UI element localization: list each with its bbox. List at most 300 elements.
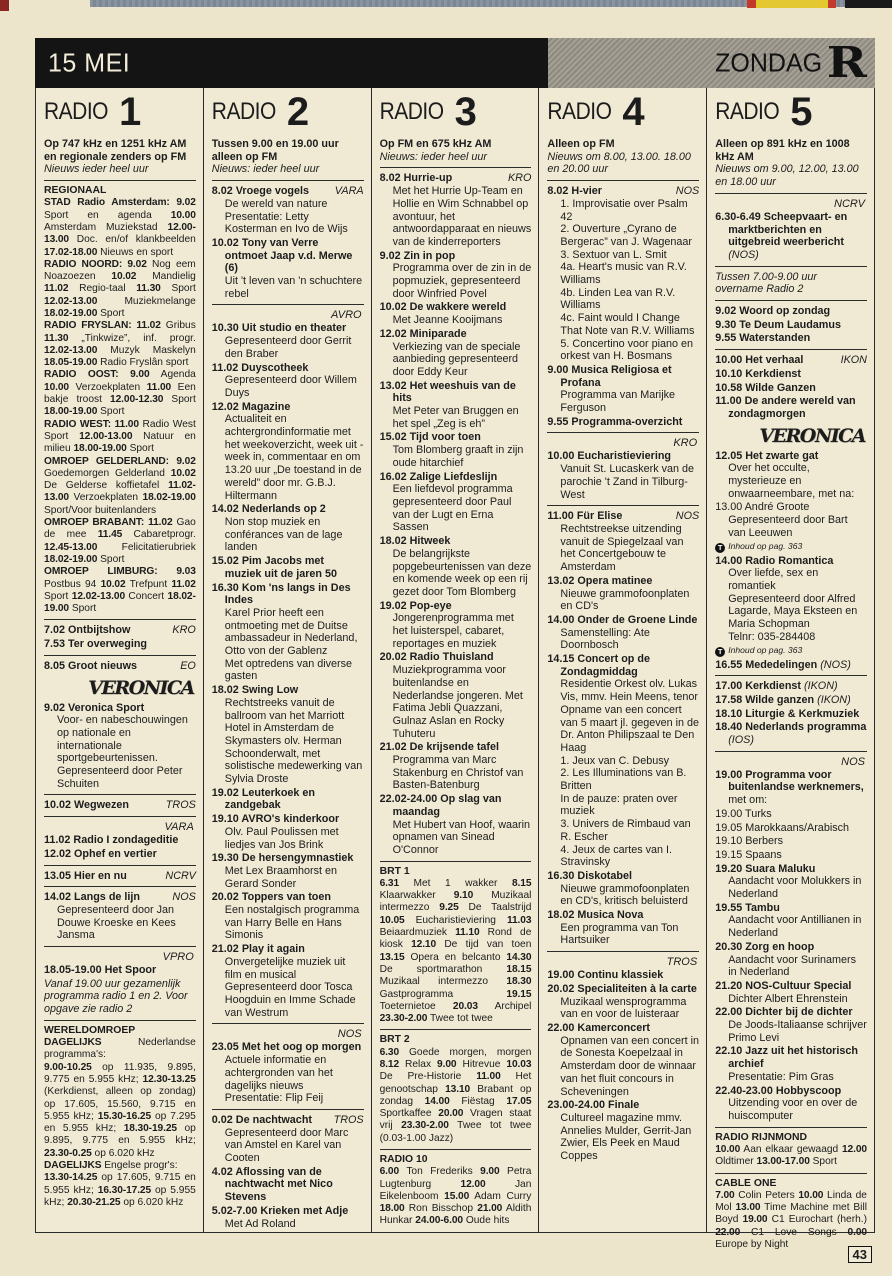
listing-time: 8.15 xyxy=(511,877,532,889)
program-entry xyxy=(212,503,364,554)
program-description: Gepresenteerd door Willem Duys xyxy=(224,374,357,399)
teletext-icon: T xyxy=(715,647,725,657)
listing-time: 18.30-19.25 xyxy=(123,1123,177,1135)
listing-time: 22.00 xyxy=(715,1226,741,1238)
dense-listing xyxy=(44,1172,196,1209)
listing-time: RADIO OOST: 9.00 xyxy=(44,369,150,381)
listing-text: De Pre-Historie xyxy=(379,1071,477,1083)
listing-text: Jan Eikelenboom xyxy=(379,1178,532,1202)
program-title: 19.00 Turks xyxy=(715,807,772,820)
program-title: 19.20 Suara Maluku xyxy=(715,862,816,875)
program-entry xyxy=(380,380,532,431)
program-title: 16.30 Kom 'ns langs in Des Indes xyxy=(211,581,351,607)
program-description: 4. Jeux de cartes van I. Stravinsky xyxy=(560,843,673,869)
teletext-icon: T xyxy=(715,543,725,553)
listing-text: Hitrevue xyxy=(456,1058,507,1070)
program-description: Actualiteit en achtergrondinformatie met het weekoverzicht, week uit - week in, commentaar en om 13.20 uur „De toestand in de wereld” door mr. G.B.J. Hiltermann xyxy=(224,413,364,502)
listing-text: Sport xyxy=(97,553,125,565)
listing-text: Beiaardmuziek xyxy=(379,927,456,939)
date-banner xyxy=(35,38,548,88)
listing-time: 15.00 xyxy=(444,1190,470,1202)
program-description: Gepresenteerd door Jan Douwe Kroeske en Kees Jansma xyxy=(57,903,176,942)
program-description: Met Peter van Bruggen en het spel „Zeg is eh” xyxy=(392,405,519,430)
program-description: 4a. Heart's music van R.V. Williams xyxy=(560,261,687,287)
divider xyxy=(380,1149,532,1150)
program-title: 15.02 Tijd voor toen xyxy=(379,431,481,444)
listing-text: Sport xyxy=(69,603,97,615)
network-label: KRO xyxy=(172,624,196,637)
program-title: 9.55 Waterstanden xyxy=(715,332,811,345)
program-description: Residentie Orkest olv. Lukas Vis, mmv. Hein Meens, tenor xyxy=(560,678,698,704)
listing-time: 9.00 xyxy=(480,1166,500,1178)
listing-time: 18.02-19.00 xyxy=(44,553,98,565)
listing-text: Adam Curry xyxy=(469,1190,532,1202)
network-label: NCRV xyxy=(165,869,196,882)
dense-listing xyxy=(44,517,196,566)
listing-time: 20.30-21.25 xyxy=(67,1196,121,1208)
program-entry xyxy=(715,941,867,979)
divider xyxy=(380,167,532,168)
divider xyxy=(44,180,196,181)
program-description: Gepresenteerd door Bart van Leeuwen xyxy=(728,514,848,539)
station-name: RADIO xyxy=(547,98,612,125)
program-entry xyxy=(547,416,699,429)
program-entry xyxy=(212,1041,364,1105)
listing-time: 13.10 xyxy=(445,1083,471,1095)
program-entry xyxy=(715,305,867,318)
dense-listing xyxy=(380,1166,532,1227)
listing-text: Postbus 94 xyxy=(44,578,101,590)
listing-time: 12.00-13.00 xyxy=(44,221,196,246)
listing-time: DAGELIJKS xyxy=(44,1037,102,1049)
network-label: EO xyxy=(180,659,196,672)
listing-time: 11.30 xyxy=(44,332,69,344)
program-title: 13.05 Hier en nu xyxy=(44,869,127,882)
station-header xyxy=(44,90,196,134)
program-description: met om: xyxy=(728,794,768,807)
page-header xyxy=(35,38,875,88)
program-entry xyxy=(547,653,699,869)
program-title: 14.00 Radio Romantica xyxy=(715,554,834,567)
listing-text: Nieuws en sport xyxy=(97,246,174,258)
program-title: 10.30 Uit studio en theater xyxy=(211,322,347,335)
listing-text: op 7.295 en 5.955 kHz; xyxy=(44,1110,196,1135)
program-entry xyxy=(715,708,867,721)
dense-listing xyxy=(44,369,196,418)
program-entry xyxy=(547,1099,699,1163)
station-number: 2 xyxy=(286,90,308,134)
program-description: Non stop muziek en conférances van de lage landen xyxy=(224,515,343,554)
program-title: 17.00 Kerkdienst xyxy=(715,680,802,693)
program-description: Een programma van Ton Hartsuiker xyxy=(560,921,679,947)
program-entry xyxy=(715,721,867,746)
program-title: 14.15 Concert op de Zondagmiddag xyxy=(547,653,650,678)
program-description: Programma van Marc Stakenburg en Christof van Basten-Batenburg xyxy=(392,754,524,792)
program-description: Cultureel magazine mmv. Annelies Mulder, Gerrit-Jan Zwier, Els Peek en Maud Coppes xyxy=(560,1111,692,1163)
divider xyxy=(44,946,196,947)
listing-time: 23.30-2.00 xyxy=(401,1120,449,1132)
day-banner xyxy=(548,38,875,88)
program-entry xyxy=(715,354,867,367)
listing-text: Twee tot twee (0.03-1.00 Jazz) xyxy=(379,1120,532,1144)
program-description: Met optredens van diverse gasten xyxy=(224,657,353,683)
program-title: 22.02-24.00 Op slag van maandag xyxy=(379,793,502,818)
program-title: 5.02-7.00 Krieken met Adje xyxy=(211,1204,349,1217)
listing-time: 9.00 xyxy=(437,1058,457,1070)
program-title: 19.02 Pop-eye xyxy=(379,599,452,612)
program-entry xyxy=(44,638,196,651)
listing-time: 11.02 xyxy=(44,283,69,295)
divider xyxy=(547,951,699,952)
listing-time: 13.15 xyxy=(379,951,405,963)
program-description: 4c. Faint would I Change That Note van R.V. Williams xyxy=(560,312,695,337)
listing-time: 12.00-13.00 xyxy=(79,430,133,442)
listing-text: Sport/Voor buitenlanders xyxy=(44,504,157,516)
program-description: Karel Prior heeft een ontmoeting met de Duitse ambassadeur in Nederland, Otto von der Gablenz xyxy=(224,606,358,658)
program-entry xyxy=(212,684,364,786)
program-title: 10.10 Kerkdienst xyxy=(715,367,802,380)
print-mark-black xyxy=(845,0,892,8)
program-description: Presentatie: Flip Feij xyxy=(224,1092,324,1105)
listing-text: Het genootschap xyxy=(379,1071,532,1095)
listing-time: 12.00 xyxy=(460,1178,486,1190)
program-entry xyxy=(44,848,196,861)
program-suffix: (IKON) xyxy=(804,680,838,693)
veronica-logo: VERONICA xyxy=(88,676,194,699)
listing-text: Verzoekplaten xyxy=(69,381,147,393)
listing-time: RADIO FRYSLAN: 11.02 xyxy=(44,320,161,332)
station-header xyxy=(715,90,867,134)
listing-heading: BRT 1 xyxy=(379,865,410,877)
program-entry xyxy=(380,301,532,326)
frequency-info: Tussen 9.00 en 19.00 uur alleen op FM xyxy=(211,138,339,163)
program-description: Over het occulte, mysterieuze en onwaarneembare, met na: xyxy=(728,462,855,500)
program-title: 10.02 Tony van Verre ontmoet Jaap v.d. Merwe (6) xyxy=(211,236,353,275)
program-description: Nieuwe grammofoonplaten en CD's, kritisch beluisterd xyxy=(560,882,690,908)
program-description: Telnr: 035-284408 xyxy=(728,630,816,643)
program-title: 18.02 Musica Nova xyxy=(547,909,644,922)
program-title: 19.00 Programma voor buitenlandse werknemers, xyxy=(715,768,864,794)
program-description: Rechtstreekse uitzending vanuit de Spiegelzaal van het Concertgebouw te Amsterdam xyxy=(560,522,684,574)
program-title: 14.02 Nederlands op 2 xyxy=(211,503,326,516)
listing-text: op 9.895, 9.775 en 5.955 kHz; xyxy=(44,1123,196,1147)
listing-text: Muzikaal intermezzo xyxy=(379,890,532,914)
program-title: 10.58 Wilde Ganzen xyxy=(715,381,816,394)
program-title: 18.10 Liturgie & Kerkmuziek xyxy=(715,707,860,720)
program-title: 18.40 Nederlands programma xyxy=(715,721,867,734)
program-description: Met Ad Roland xyxy=(224,1217,296,1230)
listing-text: Sport xyxy=(97,406,125,418)
listing-text: Muzikaal intermezzo xyxy=(379,976,507,988)
listing-heading: REGIONAAL xyxy=(44,185,107,197)
network-label: TROS xyxy=(666,956,698,969)
dense-listing xyxy=(715,1190,867,1251)
network-label: VARA xyxy=(164,821,194,834)
listing-heading: WERELDOMROEP xyxy=(44,1024,136,1036)
network-label: NOS xyxy=(675,185,700,198)
program-entry xyxy=(715,902,867,940)
program-suffix: (IKON) xyxy=(817,693,851,706)
program-description: Opnamen van een concert in de Sonesta Koepelzaal in Amsterdam door de winnaar van het fluit concours in Scheveningen xyxy=(560,1034,700,1098)
program-entry xyxy=(715,769,867,807)
network-label: NOS xyxy=(337,1028,362,1041)
listing-text: Opera en belcanto xyxy=(404,951,507,963)
listing-time: 11.00 xyxy=(146,381,172,393)
program-description: Met Lex Braamhorst en Gerard Sonder xyxy=(224,864,338,890)
listing-text: Goede morgen, morgen xyxy=(399,1046,532,1058)
frequency-info: Op 747 kHz en 1251 kHz AM en regionale zenders op FM xyxy=(44,138,187,163)
program-title: 10.02 Wegwezen xyxy=(44,799,130,812)
program-title: 19.02 Leuterkoek en zandgebak xyxy=(211,786,316,812)
magazine-r-logo: R xyxy=(826,38,867,87)
program-entry xyxy=(547,450,699,501)
program-description: De wereld van nature xyxy=(224,197,328,210)
divider xyxy=(715,193,867,194)
listing-time: 18.02-19.00 xyxy=(142,492,196,504)
program-description: Rechtstreeks vanuit de ballroom van het Marriott Hotel in Amsterdam de Skymasters olv. Herman Schoonderwalt, met solistische medewerking van Sylvia Droste xyxy=(224,696,363,786)
listing-text: Brabant op zondag xyxy=(379,1083,532,1107)
listing-text: Agenda xyxy=(149,369,196,381)
listing-time: 20.00 xyxy=(438,1108,464,1120)
network-label: NOS xyxy=(841,755,865,768)
program-title: 17.58 Wilde ganzen xyxy=(715,693,815,706)
listing-time: 18.00 xyxy=(379,1203,405,1215)
program-suffix: (NOS) xyxy=(728,248,759,261)
dense-listing xyxy=(44,1037,196,1062)
divider xyxy=(44,865,196,866)
listing-time: 12.02-13.00 xyxy=(71,590,126,602)
listing-text: Oldtimer xyxy=(715,1156,757,1168)
listing-text: Amsterdam Muziekstad xyxy=(44,221,168,233)
program-title: 9.00 Musica Religiosa et Profana xyxy=(547,363,672,389)
program-entry xyxy=(715,501,867,539)
listing-time: 12.10 xyxy=(411,939,437,951)
print-mark-red xyxy=(747,0,756,8)
listing-text: Een bakje troost xyxy=(44,381,196,406)
listing-time: 9.10 xyxy=(453,890,474,902)
listing-text: op 5.955 kHz; xyxy=(44,1184,196,1208)
program-entry xyxy=(715,332,867,345)
listing-text: Time Machine met Bill Boyd xyxy=(715,1202,867,1226)
program-entry xyxy=(212,1114,364,1165)
listing-time: 18.02-19.00 xyxy=(44,590,196,615)
listing-text: C1 Love Songs xyxy=(740,1226,848,1238)
listing-text: Sportkaffee xyxy=(379,1108,439,1120)
divider xyxy=(715,1173,867,1174)
listing-time: RADIO NOORD: 9.02 xyxy=(44,258,147,270)
program-entry xyxy=(212,555,364,580)
teletext-note xyxy=(715,541,867,553)
listing-text: Sport xyxy=(809,1156,837,1168)
program-entry xyxy=(380,651,532,740)
program-title: 7.53 Ter overweging xyxy=(44,638,148,651)
divider xyxy=(44,816,196,817)
frequency-info: Op FM en 675 kHz AM xyxy=(379,138,492,150)
program-entry xyxy=(715,694,867,707)
network-label: NOS xyxy=(172,891,196,904)
dense-listing xyxy=(44,566,196,615)
program-entry xyxy=(44,870,196,883)
program-title: 12.05 Het zwarte gat xyxy=(715,449,819,462)
program-title: 23.00-24.00 Finale xyxy=(547,1099,640,1112)
divider xyxy=(44,619,196,620)
frequency-info: Alleen op FM xyxy=(547,138,615,150)
program-title: 11.00 De andere wereld van zondagmorgen xyxy=(715,395,856,420)
program-title: 18.02 Swing Low xyxy=(211,684,299,697)
listing-text: Gribus xyxy=(160,320,196,332)
program-title: 10.02 De wakkere wereld xyxy=(379,301,507,314)
program-entry xyxy=(715,395,867,420)
listing-text: Felicitatierubriek xyxy=(97,541,196,553)
program-title: 22.00 Kamerconcert xyxy=(547,1022,651,1034)
listing-time: 10.02 xyxy=(170,467,196,479)
divider xyxy=(212,304,364,305)
listing-time: 11.30 xyxy=(136,283,161,295)
listing-time: 11.00 xyxy=(476,1071,501,1083)
program-title: 0.02 De nachtwacht xyxy=(211,1113,313,1126)
program-title: 20.02 Specialiteiten à la carte xyxy=(547,982,697,995)
program-title: 6.30-6.49 Scheepvaart- en marktberichten en uitgebreid weerbericht xyxy=(715,210,848,249)
program-entry xyxy=(715,1006,867,1044)
listing-time: 8.12 xyxy=(379,1058,400,1070)
program-entry xyxy=(715,1045,867,1083)
program-entry xyxy=(212,401,364,503)
program-title: 8.05 Groot nieuws xyxy=(44,659,137,672)
station-name: RADIO xyxy=(211,98,276,125)
listing-time: 10.00 xyxy=(715,1143,741,1155)
listing-text: Nog eem Noazoezen xyxy=(44,258,196,283)
listing-text: op 6.020 kHz xyxy=(120,1196,184,1208)
listing-time: 6.30 xyxy=(379,1046,400,1058)
news-note: Nieuws: ieder heel uur xyxy=(211,163,320,176)
program-description: 1. Jeux van C. Debusy xyxy=(560,754,670,767)
program-entry xyxy=(212,362,364,400)
program-entry xyxy=(715,1085,867,1123)
listing-text: Petra Lugtenburg xyxy=(379,1166,532,1190)
program-entry xyxy=(212,852,364,890)
listing-time: 16.30-17.25 xyxy=(97,1184,152,1196)
program-entry xyxy=(380,172,532,248)
program-title: 20.30 Zorg en hoop xyxy=(715,940,815,953)
listing-time: 11.45 xyxy=(97,529,123,541)
listing-time: 11.10 xyxy=(455,927,480,939)
program-description: Opname van een concert van 5 maart jl. gegeven in de Dr. Anton Philipszaal te Den Haag xyxy=(560,703,700,754)
listing-text: op 11.935, 9.895, 9.775 en 5.955 kHz; xyxy=(44,1061,196,1085)
program-title: 22.00 Dichter bij de dichter xyxy=(715,1006,853,1019)
page-number: 43 xyxy=(848,1246,872,1263)
listing-time: 12.45-13.00 xyxy=(44,541,98,553)
program-entry xyxy=(547,969,699,982)
program-title: 7.02 Ontbijtshow xyxy=(44,624,131,637)
station-number: 4 xyxy=(622,90,643,134)
program-entry xyxy=(715,849,867,862)
divider xyxy=(44,1020,196,1021)
program-description: De Joods-Italiaanse schrijver Primo Levi xyxy=(728,1019,867,1044)
listing-text: De sportmarathon xyxy=(379,963,507,975)
listing-time: 10.00 xyxy=(798,1189,824,1201)
program-description: De belangrijkste popgebeurtenissen van deze en komende week op een rij gezet door Tom Blomberg xyxy=(392,547,532,598)
program-title: 12.02 Miniparade xyxy=(379,327,467,340)
dense-listing xyxy=(715,1144,867,1169)
station-number: 1 xyxy=(119,90,140,134)
listing-text: Linda de Mol xyxy=(715,1189,867,1213)
program-description: 3. Sextuor van L. Smit xyxy=(560,248,667,261)
program-entry xyxy=(380,328,532,379)
listing-time: OMROEP BRABANT: 11.02 xyxy=(44,517,173,529)
program-title: 16.30 Diskotabel xyxy=(547,869,633,882)
program-description: Met het Hurrie Up-Team en Hollie en Wim Schnabbel op avontuur, het antwoordapparaat en nieuws van de kinderreporters xyxy=(392,185,532,248)
listing-text: Radio West Sport xyxy=(44,418,196,442)
divider xyxy=(715,349,867,350)
program-description: Dichter Albert Ehrenstein xyxy=(728,992,848,1005)
divider xyxy=(547,432,699,433)
network-label: NOS xyxy=(675,510,700,523)
station-header xyxy=(379,90,532,134)
listing-time: 10.02 xyxy=(111,271,137,283)
listing-time: 11.02 xyxy=(171,578,196,590)
program-entry xyxy=(547,1022,699,1098)
listing-text: Sport en agenda xyxy=(44,209,171,221)
program-title: 9.02 Woord op zondag xyxy=(715,305,831,318)
print-mark-red-left xyxy=(0,0,9,11)
listing-time: 10.00 xyxy=(44,381,69,393)
program-entry xyxy=(212,787,364,812)
program-title: 9.02 Zin in pop xyxy=(379,249,456,262)
listing-text: Natuur en milieu xyxy=(44,430,196,455)
program-description: Nieuwe grammofoonplaten en CD's xyxy=(560,587,690,613)
program-entry xyxy=(212,185,364,236)
program-entry xyxy=(212,1205,364,1230)
listing-text: Sport xyxy=(126,443,154,455)
listing-time: 10.05 xyxy=(379,914,405,926)
network-label: TROS xyxy=(333,1113,364,1126)
program-description: Jongerenprogramma met het luisterspel, cabaret, reportages en muziek xyxy=(392,612,514,650)
dense-listing xyxy=(44,419,196,456)
program-description: Verkiezing van de speciale aanbieding gepresenteerd door Eddy Keur xyxy=(392,340,521,378)
program-title: 21.20 NOS-Cultuur Special xyxy=(715,979,852,992)
program-entry xyxy=(547,983,699,1021)
program-description: 1. Improvisatie over Psalm 42 xyxy=(560,197,688,223)
program-description: Onvergetelijke muziek uit film en musical xyxy=(224,955,346,981)
listing-time: 9.00-10.25 xyxy=(44,1061,92,1073)
program-entry xyxy=(547,575,699,613)
program-entry xyxy=(44,624,196,637)
listing-text: De Gelderse koffietafel xyxy=(44,480,169,492)
program-title: 9.55 Programma-overzicht xyxy=(547,415,683,428)
listing-time: 9.25 xyxy=(439,902,459,914)
divider xyxy=(380,861,532,862)
program-description: In de pauze: praten over muziek xyxy=(560,792,678,818)
print-mark-red xyxy=(828,0,836,8)
dense-listing xyxy=(44,1160,196,1172)
program-title: 19.00 Continu klassiek xyxy=(547,969,664,982)
program-description: Met Hubert van Hoof, waarin opnamen van Sinead O'Connor xyxy=(392,818,531,856)
program-description: Met Jeanne Kooijmans xyxy=(392,314,503,327)
program-description: Aandacht voor Surinamers in Nederland xyxy=(728,953,857,979)
program-description: Olv. Paul Poulissen met liedjes van Jos Brink xyxy=(224,825,339,851)
program-entry xyxy=(715,319,867,332)
listing-text: Verzoekplaten xyxy=(69,492,143,504)
network-label: NCRV xyxy=(834,197,865,210)
program-title: 8.02 H-vier xyxy=(547,185,603,198)
program-description: Aandacht voor Molukkers in Nederland xyxy=(728,875,862,901)
divider xyxy=(212,1109,364,1110)
listing-time: 18.15 xyxy=(506,963,532,975)
program-entry xyxy=(715,822,867,835)
listing-heading: RADIO 10 xyxy=(379,1154,428,1166)
divider xyxy=(715,266,867,267)
program-entry xyxy=(380,600,532,651)
